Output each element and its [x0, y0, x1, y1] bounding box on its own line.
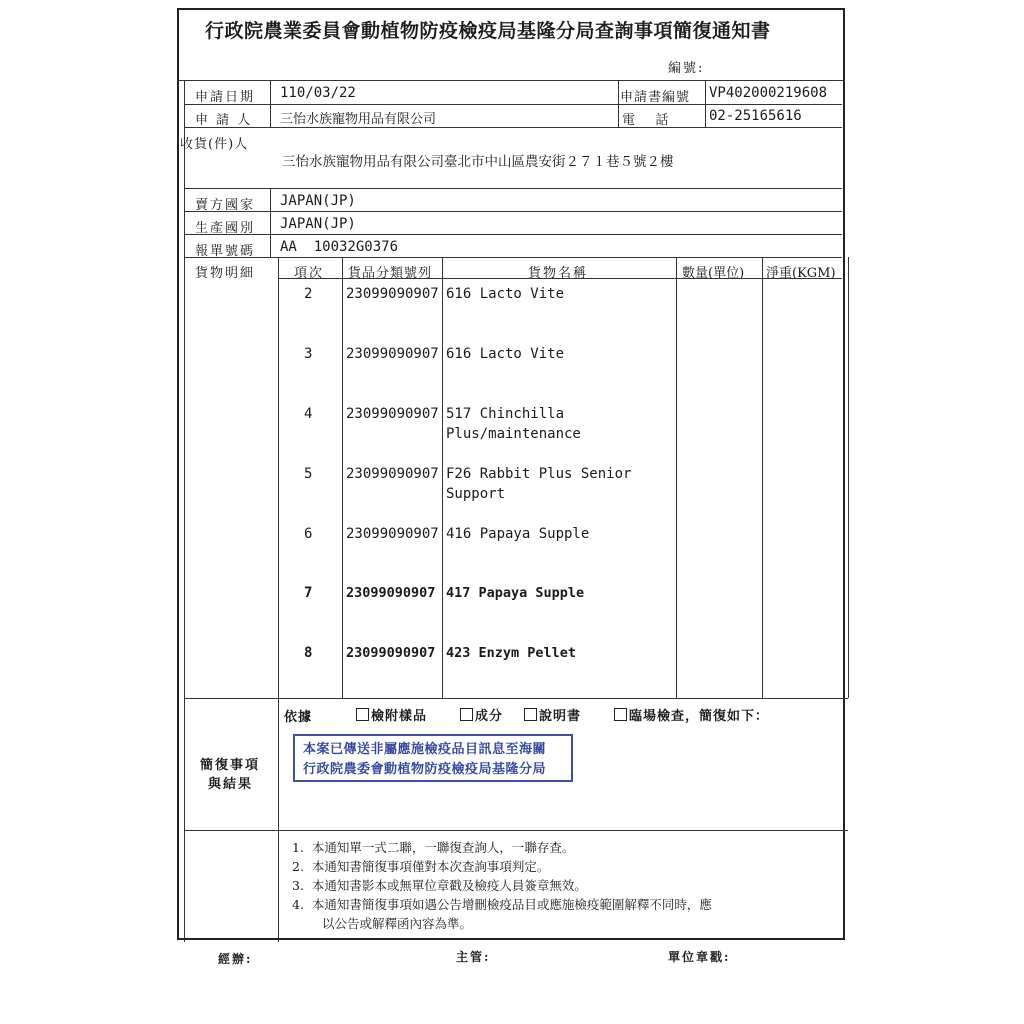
row-code: 23099090907 — [346, 406, 439, 422]
rule — [705, 80, 706, 128]
stamp-line-2: 行政院農委會動植物防疫檢疫局基隆分局 — [303, 762, 547, 777]
rule — [184, 698, 848, 699]
row-code: 23099090907 — [346, 286, 439, 302]
consignee-value: 三怡水族寵物用品有限公司臺北市中山區農安街２７１巷５號２樓 — [282, 154, 674, 170]
checkbox — [524, 708, 537, 721]
rule — [278, 257, 279, 942]
note-item: 2. 本通知書簡復事項僅對本次查詢事項判定。 — [292, 859, 550, 874]
row-name: 616 Lacto Vite — [446, 286, 565, 302]
rule — [762, 257, 763, 698]
row-code: 23099090907 — [346, 346, 439, 362]
checkbox — [460, 708, 473, 721]
row-no: 4 — [304, 406, 313, 422]
option-ingredient: 成分 — [460, 705, 503, 724]
row-name: F26 Rabbit Plus Senior — [446, 466, 632, 482]
apply-date-value: 110/03/22 — [280, 85, 356, 101]
applicant-value: 三怡水族寵物用品有限公司 — [280, 112, 437, 127]
origin-value: JAPAN(JP) — [280, 216, 356, 232]
rule — [184, 80, 185, 942]
seller-country-value: JAPAN(JP) — [280, 193, 356, 209]
row-name: 517 Chinchilla — [446, 406, 565, 422]
note-item: 3. 本通知書影本或無單位章戳及檢疫人員簽章無效。 — [292, 878, 587, 893]
checkbox — [614, 708, 627, 721]
unit-seal-label: 單位章戳: — [668, 950, 731, 964]
serial-label: 編號: — [668, 61, 705, 76]
rule — [177, 80, 845, 81]
row-name: 416 Papaya Supple — [446, 526, 590, 542]
origin-label: 生產國別 — [195, 221, 256, 236]
note-item-cont: 以公告或解釋函內容為準。 — [322, 916, 473, 931]
option-inspection: 臨場檢查，簡復如下： — [614, 705, 769, 724]
phone-value: 02-25165616 — [709, 108, 802, 124]
reply-label-2: 與結果 — [208, 777, 254, 792]
rule — [618, 80, 619, 128]
handler-label: 經辦: — [218, 952, 253, 966]
goods-header-weight: 淨重(KGM) — [766, 266, 836, 281]
row-name: 423 Enzym Pellet — [446, 645, 577, 661]
row-no: 6 — [304, 526, 313, 542]
rule — [184, 127, 842, 128]
note-item: 4. 本通知書簡復事項如遇公告增刪檢疫品目或應施檢疫範圍解釋不同時，應 — [292, 897, 712, 912]
rule — [184, 104, 842, 105]
official-stamp — [293, 734, 573, 782]
stamp-line-1: 本案已傳送非屬應施檢疫品目訊息至海關 — [303, 742, 547, 757]
row-name-cont: Support — [446, 486, 506, 502]
applicant-label: 申 請 人 — [195, 113, 253, 128]
rule — [184, 234, 842, 235]
form-no-label: 申請書編號 — [620, 90, 691, 105]
phone-label: 電 話 — [622, 113, 671, 128]
option-sample: 檢附樣品 — [356, 705, 427, 724]
seller-country-label: 賣方國家 — [195, 198, 256, 213]
rule — [184, 257, 842, 258]
apply-date-label: 申請日期 — [195, 90, 256, 105]
row-no: 8 — [304, 645, 313, 661]
rule — [442, 257, 443, 698]
rule — [270, 188, 271, 258]
supervisor-label: 主管: — [456, 950, 491, 964]
note-item: 1. 本通知單一式二聯，一聯復查詢人，一聯存查。 — [292, 840, 575, 855]
reply-label-1: 簡復事項 — [200, 758, 261, 773]
row-no: 2 — [304, 286, 313, 302]
goods-header-code: 貨品分類號列 — [348, 266, 433, 281]
rule — [848, 257, 849, 698]
row-no: 3 — [304, 346, 313, 362]
option-manual: 說明書 — [524, 705, 581, 724]
goods-header-name: 貨物名稱 — [528, 266, 589, 281]
row-name: 417 Papaya Supple — [446, 585, 585, 601]
form-no-value: VP402000219608 — [709, 85, 828, 101]
goods-header-qty: 數量(單位) — [682, 266, 745, 281]
basis-label: 依據 — [284, 710, 313, 725]
row-code: 23099090907 — [346, 585, 436, 601]
rule — [184, 211, 842, 212]
row-code: 23099090907 — [346, 526, 439, 542]
row-code: 23099090907 — [346, 645, 436, 661]
rule — [342, 257, 343, 698]
row-no: 7 — [304, 585, 313, 601]
rule — [184, 188, 842, 189]
row-name: 616 Lacto Vite — [446, 346, 565, 362]
checkbox — [356, 708, 369, 721]
row-name-cont: Plus/maintenance — [446, 426, 581, 442]
rule — [270, 80, 271, 128]
document-title: 行政院農業委員會動植物防疫檢疫局基隆分局查詢事項簡復通知書 — [205, 20, 771, 42]
goods-header-no: 項次 — [294, 266, 325, 281]
goods-section-label: 貨物明細 — [195, 266, 256, 281]
consignee-label: 收貨(件)人 — [180, 137, 249, 152]
declaration-label: 報單號碼 — [195, 244, 256, 259]
declaration-value: AA 10032G0376 — [280, 239, 399, 255]
rule — [676, 257, 677, 698]
rule — [184, 830, 848, 831]
row-no: 5 — [304, 466, 313, 482]
row-code: 23099090907 — [346, 466, 439, 482]
